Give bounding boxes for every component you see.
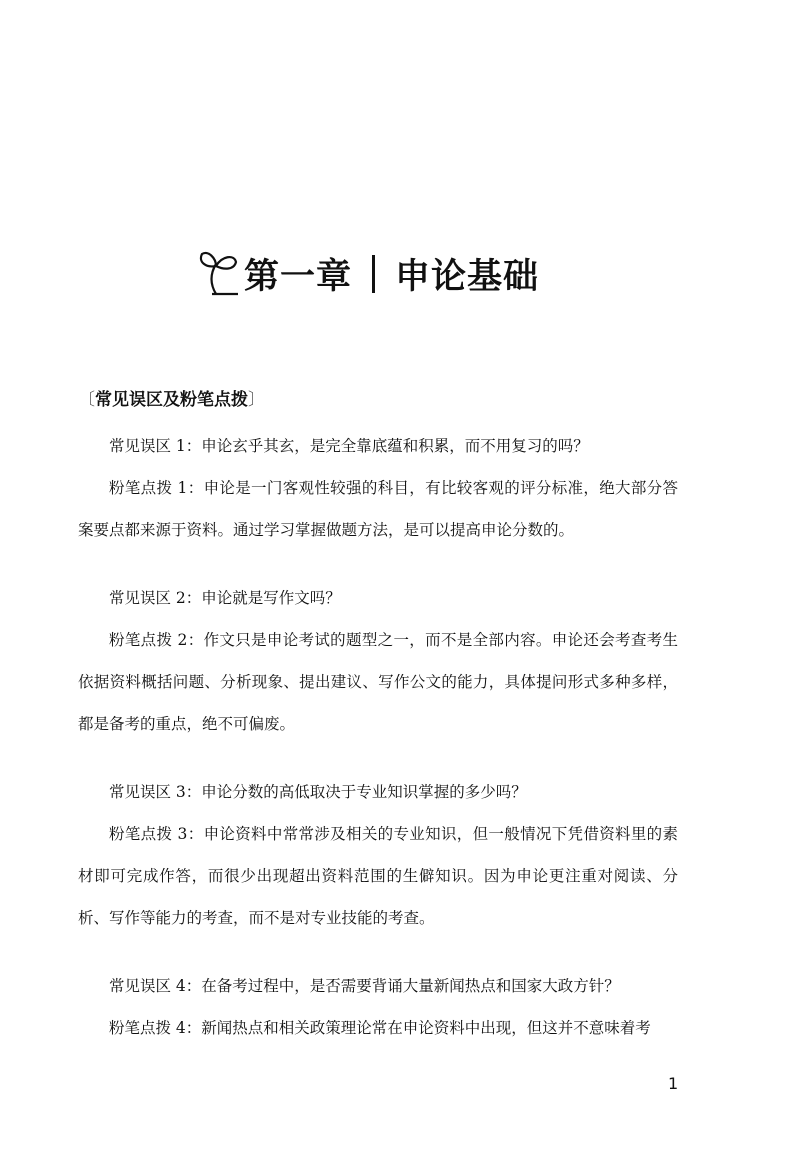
heading-open-bracket: 〔 bbox=[78, 390, 95, 410]
section-heading bbox=[78, 385, 265, 410]
tip-1: 粉笔点拨 1：申论是一门客观性较强的科目，有比较客观的评分标准，绝大部分答案要点都来源于资料。通过学习掌握做题方法，是可以提高申论分数的。 bbox=[78, 479, 678, 539]
misconception-2: 常见误区 2：申论就是写作文吗？ bbox=[109, 589, 341, 607]
chapter-number: 第一章 bbox=[244, 257, 353, 297]
tip-3: 粉笔点拨 3：申论资料中常常涉及相关的专业知识，但一般情况下凭借资料里的素材即可完成作答，而很少出现超出资料范围的生僻知识。因为申论更注重对阅读、分析、写作等能力的考查，而不是对专业技能的考查。 bbox=[78, 825, 678, 927]
misconception-4: 常见误区 4：在备考过程中，是否需要背诵大量新闻热点和国家大政方针？ bbox=[109, 977, 620, 995]
misconception-3: 常见误区 3：申论分数的高低取决于专业知识掌握的多少吗？ bbox=[109, 783, 527, 801]
tip-2: 粉笔点拨 2：作文只是申论考试的题型之一，而不是全部内容。申论还会考查考生依据资料概括问题、分析现象、提出建议、写作公文的能力，具体提问形式多种多样，都是备考的重点，绝不可偏废。 bbox=[78, 631, 678, 733]
chapter-title bbox=[196, 244, 539, 304]
heading-text: 常见误区及粉笔点拨 bbox=[95, 390, 248, 410]
misconception-1: 常见误区 1：申论玄乎其玄，是完全靠底蕴和积累，而不用复习的吗？ bbox=[109, 437, 589, 455]
sprout-icon bbox=[196, 250, 240, 298]
page-number: 1 bbox=[668, 1074, 679, 1093]
paragraph-gap bbox=[78, 745, 678, 771]
chapter-name: 申论基础 bbox=[395, 257, 540, 297]
paragraph-gap bbox=[78, 551, 678, 577]
title-divider bbox=[372, 255, 375, 293]
heading-close-bracket: 〕 bbox=[248, 390, 265, 410]
paragraph-gap bbox=[78, 939, 678, 965]
tip-4: 粉笔点拨 4：新闻热点和相关政策理论常在申论资料中出现，但这并不意味着考 bbox=[109, 1019, 651, 1037]
main-content bbox=[78, 425, 678, 1049]
